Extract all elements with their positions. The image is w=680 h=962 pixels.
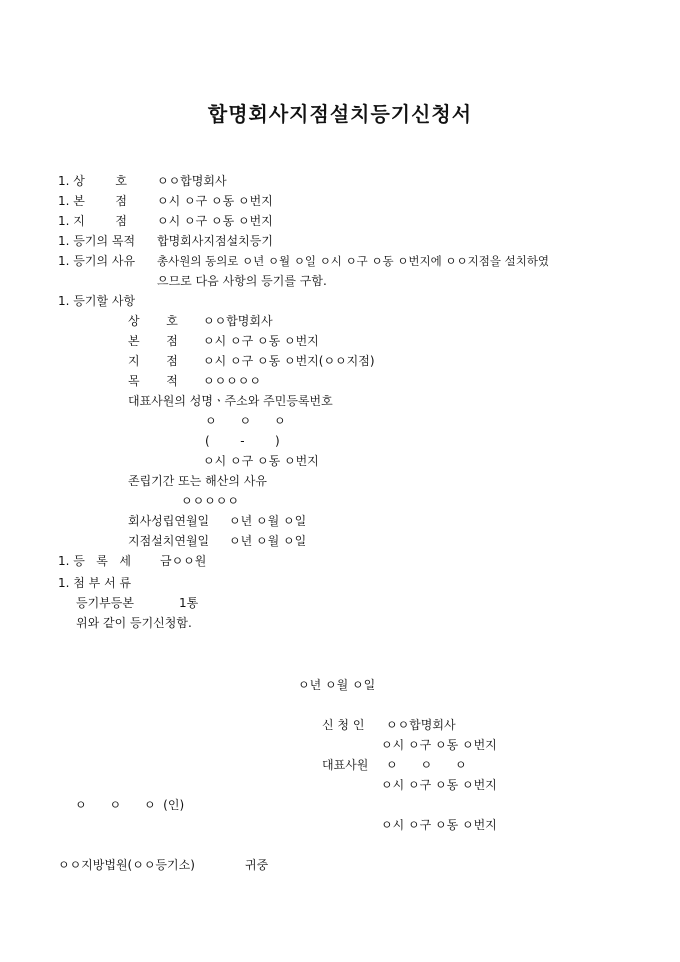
matter-branch-date-value: ㅇ년 ㅇ월 ㅇ일	[229, 534, 307, 548]
matter-rep-heading: 대표사원의 성명ㆍ주소와 주민등록번호	[128, 394, 333, 408]
representative-address: ㅇ시 ㅇ구 ㅇ동 ㅇ번지	[381, 778, 497, 792]
matter-bonjeom-value: ㅇ시 ㅇ구 ㅇ동 ㅇ번지	[203, 334, 319, 348]
matter-branch-date-label: 지점설치연월일	[128, 534, 210, 548]
applicant-company: ㅇㅇ합명회사	[386, 718, 456, 732]
item-reason-line1: 총사원의 동의로 ㅇ년 ㅇ월 ㅇ일 ㅇ시 ㅇ구 ㅇ동 ㅇ번지에 ㅇㅇ지점을 설치하였	[157, 254, 550, 268]
attachments-label: 1. 첨 부 서 류	[58, 576, 132, 590]
court-name: ㅇㅇ지방법원(ㅇㅇ등기소)	[58, 858, 195, 872]
applicant-address: ㅇ시 ㅇ구 ㅇ동 ㅇ번지	[381, 738, 497, 752]
matter-duration-value: ㅇㅇㅇㅇㅇ	[181, 494, 239, 508]
matter-jijeom-label: 지 점	[128, 354, 178, 368]
item-reason-label: 1. 등기의 사유	[58, 254, 136, 268]
filing-date: ㅇ년 ㅇ월 ㅇ일	[298, 678, 376, 692]
matter-jijeom-value: ㅇ시 ㅇ구 ㅇ동 ㅇ번지(ㅇㅇ지점)	[203, 354, 375, 368]
applicant-label: 신 청 인	[322, 718, 365, 732]
item-bonjeom-value: ㅇ시 ㅇ구 ㅇ동 ㅇ번지	[157, 194, 273, 208]
item-bonjeom-label: 1. 본 점	[58, 194, 127, 208]
item-reason-line2: 으므로 다음 사항의 등기를 구함.	[157, 274, 327, 288]
attachment-doc-count: 1통	[179, 596, 199, 610]
court-suffix: 귀중	[245, 858, 269, 872]
closing-statement: 위와 같이 등기신청함.	[76, 616, 192, 630]
item-shangho-label: 1. 상 호	[58, 174, 127, 188]
representative-label: 대표사원	[322, 758, 369, 772]
matter-mokjeok-label: 목 적	[128, 374, 178, 388]
matter-founded-label: 회사성립연월일	[128, 514, 210, 528]
document-title: 합명회사지점설치등기신청서	[207, 102, 473, 126]
item-jijeom-value: ㅇ시 ㅇ구 ㅇ동 ㅇ번지	[157, 214, 273, 228]
tax-label: 1. 등 록 세	[58, 554, 131, 568]
matter-shangho-value: ㅇㅇ합명회사	[203, 314, 273, 328]
tax-value: 금ㅇㅇ원	[160, 554, 207, 568]
matter-rep-id: ( - )	[205, 434, 280, 448]
item-matters-label: 1. 등기할 사항	[58, 294, 136, 308]
representative-name: ㅇ ㅇ ㅇ	[386, 758, 467, 772]
item-jijeom-label: 1. 지 점	[58, 214, 127, 228]
item-purpose-label: 1. 등기의 목적	[58, 234, 136, 248]
matter-mokjeok-value: ㅇㅇㅇㅇㅇ	[203, 374, 261, 388]
final-address: ㅇ시 ㅇ구 ㅇ동 ㅇ번지	[381, 818, 497, 832]
matter-bonjeom-label: 본 점	[128, 334, 178, 348]
matter-rep-name: ㅇ ㅇ ㅇ	[205, 414, 286, 428]
seal-line: ㅇ ㅇ ㅇ (인)	[75, 798, 185, 812]
matter-duration-heading: 존립기간 또는 해산의 사유	[128, 474, 267, 488]
item-purpose-value: 합명회사지점설치등기	[157, 234, 273, 248]
matter-rep-address: ㅇ시 ㅇ구 ㅇ동 ㅇ번지	[203, 454, 319, 468]
item-shangho-value: ㅇㅇ합명회사	[157, 174, 227, 188]
matter-shangho-label: 상 호	[128, 314, 178, 328]
matter-founded-value: ㅇ년 ㅇ월 ㅇ일	[229, 514, 307, 528]
attachment-doc-name: 등기부등본	[76, 596, 134, 610]
